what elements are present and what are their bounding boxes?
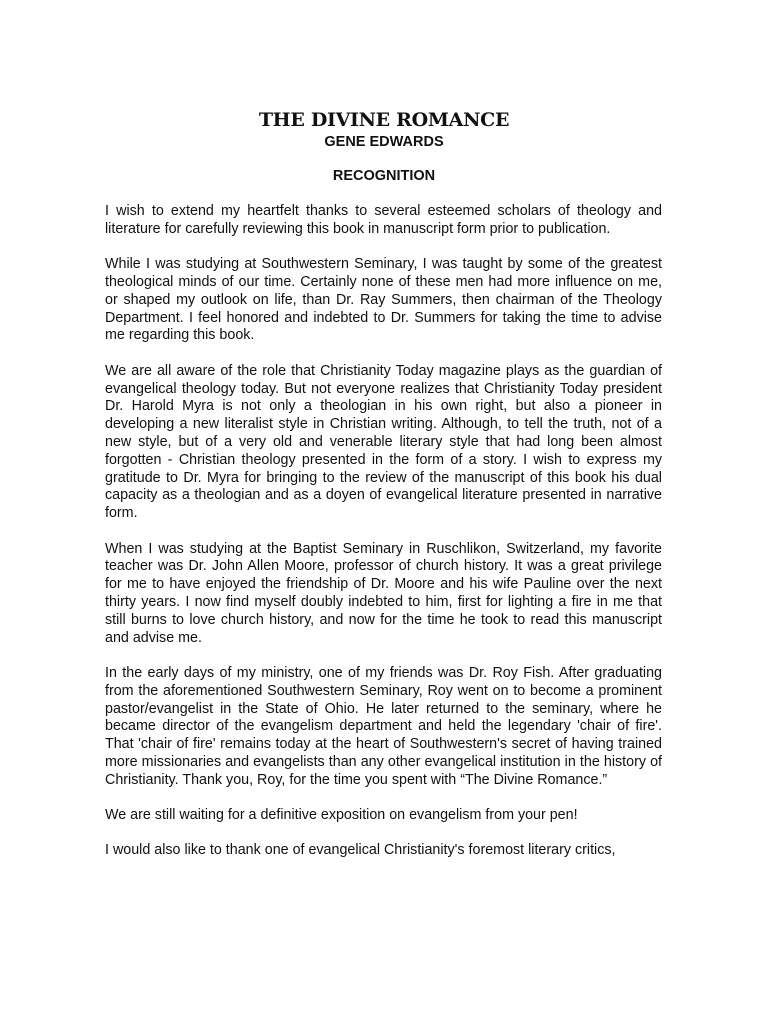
author-name: GENE EDWARDS <box>324 134 444 150</box>
paragraph: When I was studying at the Baptist Seminary in Ruschlikon, Switzerland, my favorite teacher was Dr. John Allen Moore, professor of church history. It was a great privilege for me to have enjoyed the friendship of Dr. Moore and his wife Pauline over the next thirty years. I now find myself doubly indebted to him, first for lighting a fire in me that still burns to love church history, and now for the time he took to read this manuscript and advise me. <box>105 540 662 646</box>
document-title: THE DIVINE ROMANCE <box>258 109 510 131</box>
paragraph: While I was studying at Southwestern Seminary, I was taught by some of the greatest theological minds of our time. Certainly none of these men had more influence on me, or shaped my outlook on life, than Dr. Ray Summers, then chairman of the Theology Department. I feel honored and indebted to Dr. Summers for taking the time to advise me regarding this book. <box>105 256 662 344</box>
paragraph: I would also like to thank one of evangelical Christianity's foremost literary critics, <box>105 842 616 859</box>
section-heading: RECOGNITION <box>332 168 436 184</box>
paragraph: We are still waiting for a definitive exposition on evangelism from your pen! <box>105 807 578 824</box>
paragraph: We are all aware of the role that Christianity Today magazine plays as the guardian of evangelical theology today. But not everyone realizes that Christianity Today president Dr. Harold Myra is not only a theologian in his own right, but also a pioneer in developing a new literalist style in Christian writing. Although, to tell the truth, not of a new style, but of a very old and venerable literary style that had long been almost forgotten - Christian theology presented in the form of a story. I wish to express my gratitude to Dr. Myra for bringing to the review of the manuscript of this book his dual capacity as a theologian and as a doyen of evangelical literature presented in narrative form. <box>105 362 662 522</box>
body-text <box>105 203 662 878</box>
paragraph: I wish to extend my heartfelt thanks to several esteemed scholars of theology and literature for carefully reviewing this book in manuscript form prior to publication. <box>105 203 662 237</box>
paragraph: In the early days of my ministry, one of my friends was Dr. Roy Fish. After graduating from the aforementioned Southwestern Seminary, Roy went on to become a prominent pastor/evangelist in the State of Ohio. He later returned to the seminary, where he became director of the evangelism department and held the legendary 'chair of fire'. That 'chair of fire' remains today at the heart of Southwestern's secret of having trained more missionaries and evangelists than any other evangelical institution in the history of Christianity. Thank you, Roy, for the time you spent with “The Divine Romance.” <box>105 664 662 788</box>
